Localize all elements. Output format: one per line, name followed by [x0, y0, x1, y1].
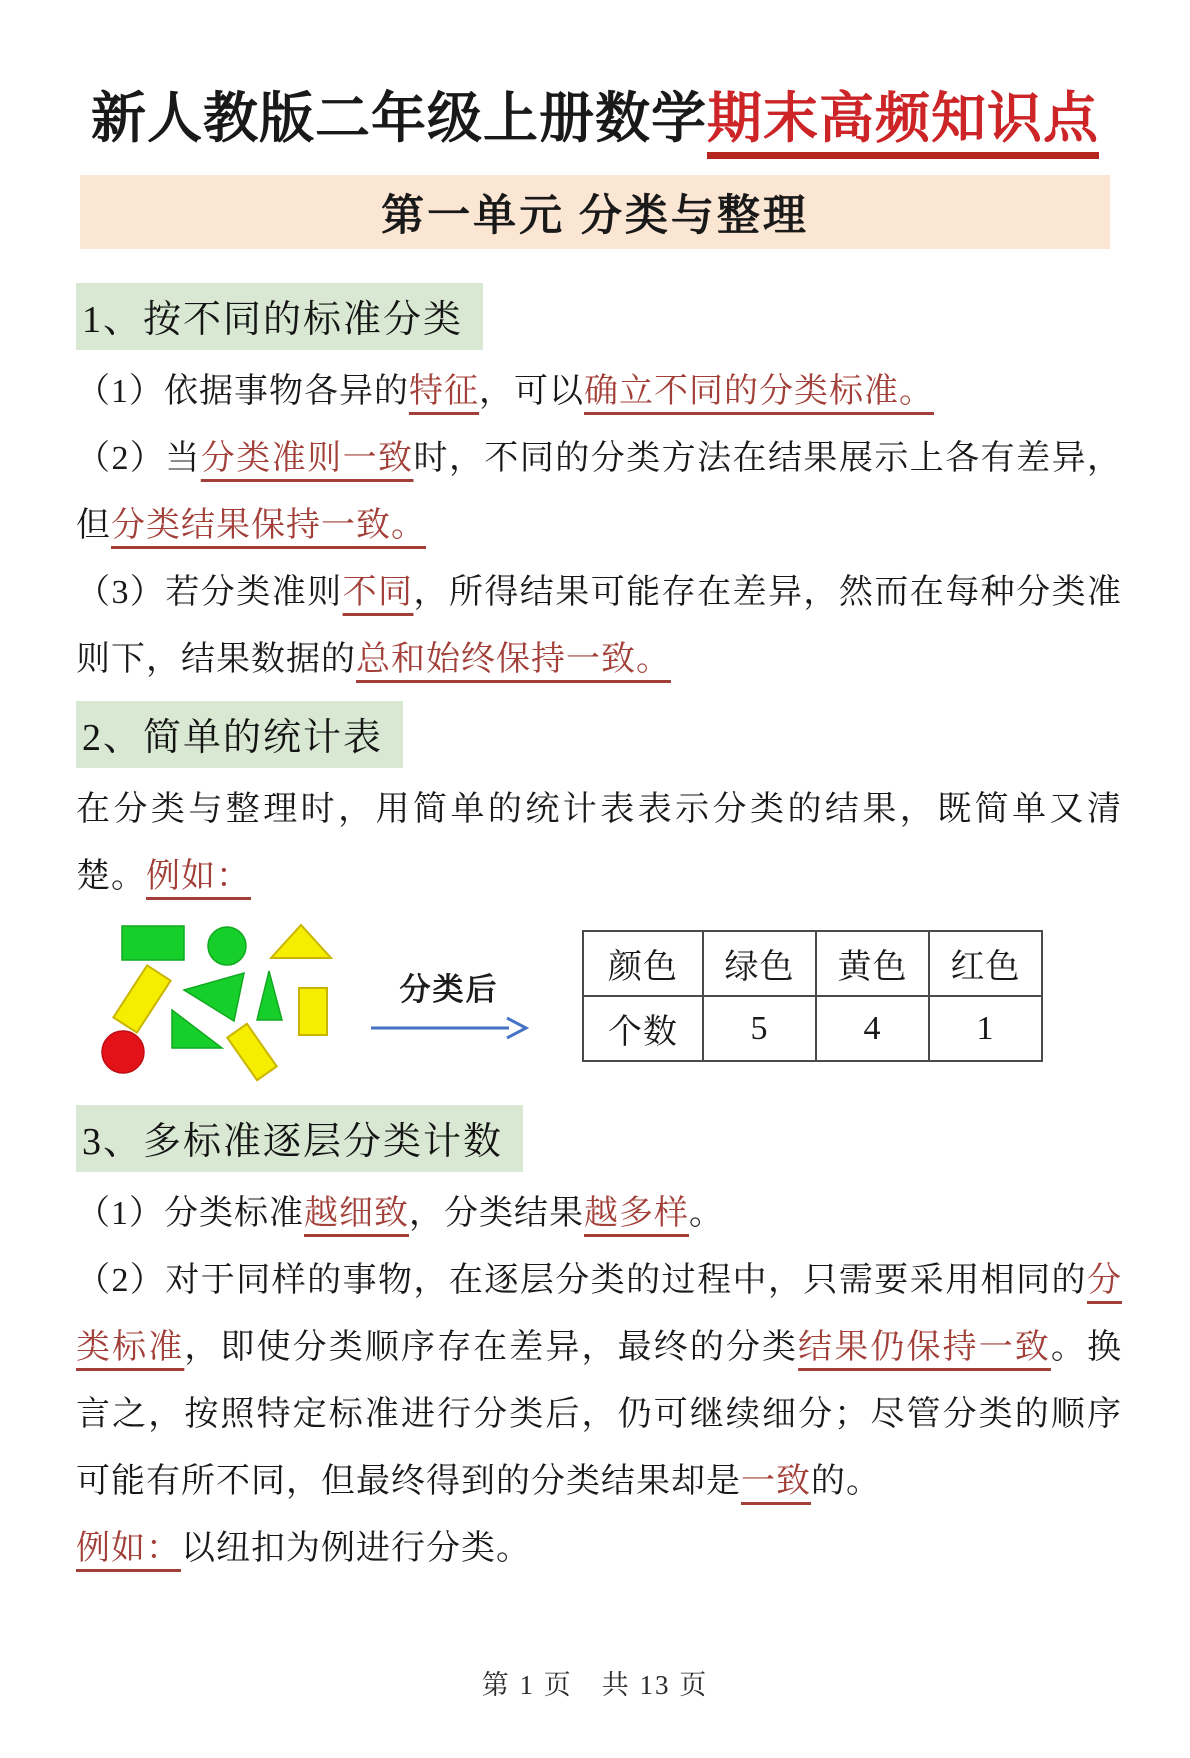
page-footer [0, 1663, 1190, 1702]
page-content [0, 283, 1190, 1582]
yellow-tilted-rectangle-shape [113, 965, 170, 1032]
red-underline-text: 越多样 [584, 1195, 689, 1232]
table-cell-color-label: 颜色 [583, 931, 703, 996]
section1-point2 [76, 425, 1122, 559]
text-run: （1）分类标准 [76, 1195, 304, 1232]
text-run: 以纽扣为例进行分类。 [181, 1530, 531, 1567]
document-page [0, 74, 1190, 1758]
section2-heading-text: 2、简单的统计表 [76, 701, 403, 768]
text-run: （2）当 [76, 440, 201, 477]
table-cell-red-count: 1 [929, 996, 1042, 1061]
green-rectangle-shape [122, 926, 184, 960]
text-run: 。换言之，按照特定标准进行分类后，仍可继续细分；尽管分类的顺序可能有所不同，但最终得到的分类结果却是 [76, 1329, 1123, 1500]
red-underline-text: 例如： [146, 858, 251, 895]
title-red-underlined-text: 期末高频知识点 [707, 88, 1099, 159]
shapes-cluster-image [94, 918, 344, 1088]
text-run: 在分类与整理时，用简单的统计表表示分类的结果，既简单又清楚。 [76, 791, 1122, 895]
red-underline-text: 总和始终保持一致。 [356, 641, 671, 678]
table-cell-green-count: 5 [703, 996, 816, 1061]
yellow-rectangle-shape [299, 988, 327, 1035]
green-narrow-triangle-shape [257, 971, 282, 1020]
table-cell-red-label: 红色 [929, 931, 1042, 996]
text-run: ，可以 [479, 373, 584, 410]
right-arrow-icon [369, 1013, 529, 1041]
text-run: ，所得结果可能存在差异，然而在每种分类准则下，结果数据的 [76, 574, 1123, 678]
red-underline-text: 例如： [76, 1530, 181, 1567]
classify-arrow-group [364, 964, 534, 1041]
red-underline-text: 一致 [741, 1463, 811, 1500]
title-black-text: 新人教版二年级上册数学 [90, 88, 707, 149]
text-run: ，即使分类顺序存在差异，最终的分类 [184, 1329, 799, 1366]
section2-paragraph [76, 776, 1122, 910]
text-run: 。 [689, 1195, 724, 1232]
statistics-table [582, 930, 1043, 1062]
text-run: （3）若分类准则 [76, 574, 343, 611]
section1-point3 [76, 559, 1122, 693]
yellow-small-tilted-rectangle-shape [227, 1024, 276, 1080]
unit-banner-text: 第一单元 分类与整理 [381, 192, 809, 240]
table-cell-green-label: 绿色 [703, 931, 816, 996]
green-right-triangle-shape [172, 1010, 222, 1048]
section1-heading-text: 1、按不同的标准分类 [76, 283, 483, 350]
classify-arrow-label: 分类后 [399, 972, 499, 1007]
table-data-row [583, 996, 1042, 1061]
red-underline-text: 结果仍保持一致 [798, 1329, 1051, 1366]
unit-banner [80, 175, 1110, 249]
page-number-text: 第 1 页 共 13 页 [481, 1670, 709, 1700]
text-run: 的。 [811, 1463, 881, 1500]
table-header-row [583, 931, 1042, 996]
section3-point1 [76, 1180, 1122, 1247]
red-underline-text: 分类准则一致 [200, 440, 414, 477]
table-cell-yellow-count: 4 [816, 996, 929, 1061]
section3-heading [76, 1105, 1122, 1172]
yellow-triangle-shape [271, 925, 331, 958]
table-cell-yellow-label: 黄色 [816, 931, 929, 996]
section3-point2 [76, 1247, 1122, 1515]
section2-heading [76, 701, 1122, 768]
section1-heading [76, 283, 1122, 350]
classification-figure [76, 912, 1122, 1097]
section3-example [76, 1515, 1122, 1582]
section3-heading-text: 3、多标准逐层分类计数 [76, 1105, 523, 1172]
text-run: 时，不同的分类方法在结果展示上各有差异，但 [76, 440, 1123, 544]
red-underline-text: 分类结果保持一致。 [111, 507, 426, 544]
green-circle-shape [208, 927, 246, 965]
text-run: ，分类结果 [409, 1195, 584, 1232]
green-triangle-shape [184, 973, 244, 1021]
red-underline-text: 不同 [342, 574, 414, 611]
red-underline-text: 越细致 [304, 1195, 409, 1232]
section1-point1 [76, 358, 1122, 425]
red-underline-text: 确立不同的分类标准。 [584, 373, 934, 410]
table-cell-count-label: 个数 [583, 996, 703, 1061]
text-run: （2）对于同样的事物，在逐层分类的过程中，只需要采用相同的 [76, 1262, 1087, 1299]
text-run: （1）依据事物各异的 [76, 373, 409, 410]
red-circle-shape [102, 1031, 144, 1073]
red-underline-text: 分类标准 [76, 1262, 1122, 1366]
page-title [78, 74, 1112, 153]
red-underline-text: 特征 [409, 373, 479, 410]
